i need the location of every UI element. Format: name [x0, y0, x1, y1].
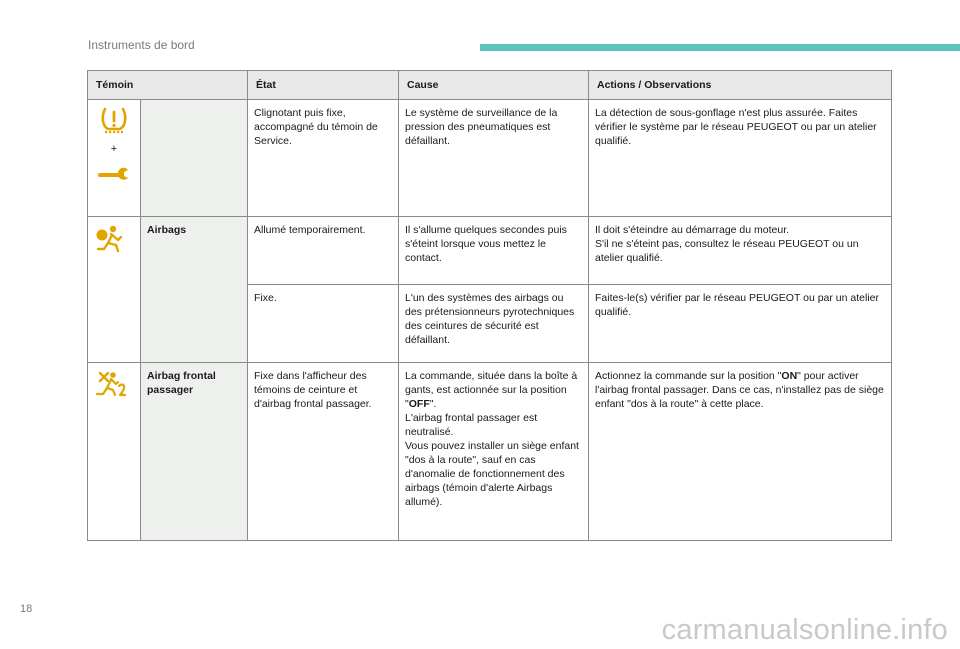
indicator-name-cell: Airbag frontal passager: [141, 363, 248, 541]
column-header-temoin: Témoin: [88, 71, 248, 100]
page-number: 18: [20, 603, 33, 615]
icon-cell: [88, 100, 141, 217]
action-cell: Faites-le(s) vérifier par le réseau PEUGEOT ou par un atelier qualifié.: [589, 285, 892, 363]
table-row: [88, 100, 892, 217]
action-cell: [589, 217, 892, 285]
state-cell: Clignotant puis fixe, accompagné du témoin de Service.: [248, 100, 399, 217]
indicator-name-cell: Airbags: [141, 217, 248, 363]
plus-sign: +: [110, 143, 118, 155]
state-cell: Fixe dans l'afficheur des témoins de ceinture et d'airbag frontal passager.: [248, 363, 399, 541]
state-cell: Fixe.: [248, 285, 399, 363]
table-row: [88, 363, 892, 541]
action-line: Il doit s'éteindre au démarrage du moteur.: [595, 224, 790, 236]
wrench-icon: [98, 166, 130, 182]
watermark: carmanualsonline.info: [661, 614, 948, 646]
action-line: S'il ne s'éteint pas, consultez le réseau PEUGEOT ou un atelier qualifié.: [595, 238, 859, 264]
state-cell: Allumé temporairement.: [248, 217, 399, 285]
cause-line: L'airbag frontal passager est neutralisé.: [405, 412, 538, 438]
section-title: Instruments de bord: [88, 38, 195, 52]
cause-cell: [399, 363, 589, 541]
tire-pressure-warning-icon: [99, 106, 129, 134]
action-cell: La détection de sous-gonflage n'est plus assurée. Faites vérifier le système par le réseau PEUGEOT ou par un atelier qualifié.: [589, 100, 892, 217]
on-position-label: ON: [781, 370, 798, 382]
cause-cell: L'un des systèmes des airbags ou des prétensionneurs pyrotechniques des ceintures de sécurité est défaillant.: [399, 285, 589, 363]
action-cell: [589, 363, 892, 541]
cause-text: ".: [429, 398, 437, 410]
off-position-label: OFF: [408, 398, 430, 410]
airbag-icon: [94, 223, 126, 253]
table-header-row: [88, 71, 892, 100]
cause-line: Vous pouvez installer un siège enfant "dos à la route", sauf en cas d'anomalie de fonctionnement des airbags (témoin d'alerte Airbags allumé).: [405, 440, 579, 508]
passenger-airbag-off-icon: [94, 369, 128, 399]
warning-lights-table: [87, 70, 892, 541]
icon-cell: [88, 217, 141, 363]
action-text: " pour activer l'airbag frontal passager. Dans ce cas, n'installez pas de siège enfant "dos à la route" à cette place.: [595, 370, 884, 410]
cause-line: [405, 369, 582, 411]
cause-cell: Il s'allume quelques secondes puis s'éteint lorsque vous mettez le contact.: [399, 217, 589, 285]
icon-cell: [88, 363, 141, 541]
header-accent-bar: [480, 44, 960, 51]
indicator-name-cell: [141, 100, 248, 217]
cause-cell: Le système de surveillance de la pression des pneumatiques est défaillant.: [399, 100, 589, 217]
action-text: Actionnez la commande sur la position ": [595, 370, 782, 382]
column-header-cause: Cause: [399, 71, 589, 100]
table-row: [88, 217, 892, 285]
column-header-etat: État: [248, 71, 399, 100]
cause-text: La commande, située dans la boîte à gants, est actionnée sur la position ": [405, 370, 578, 410]
column-header-actions: Actions / Observations: [589, 71, 892, 100]
